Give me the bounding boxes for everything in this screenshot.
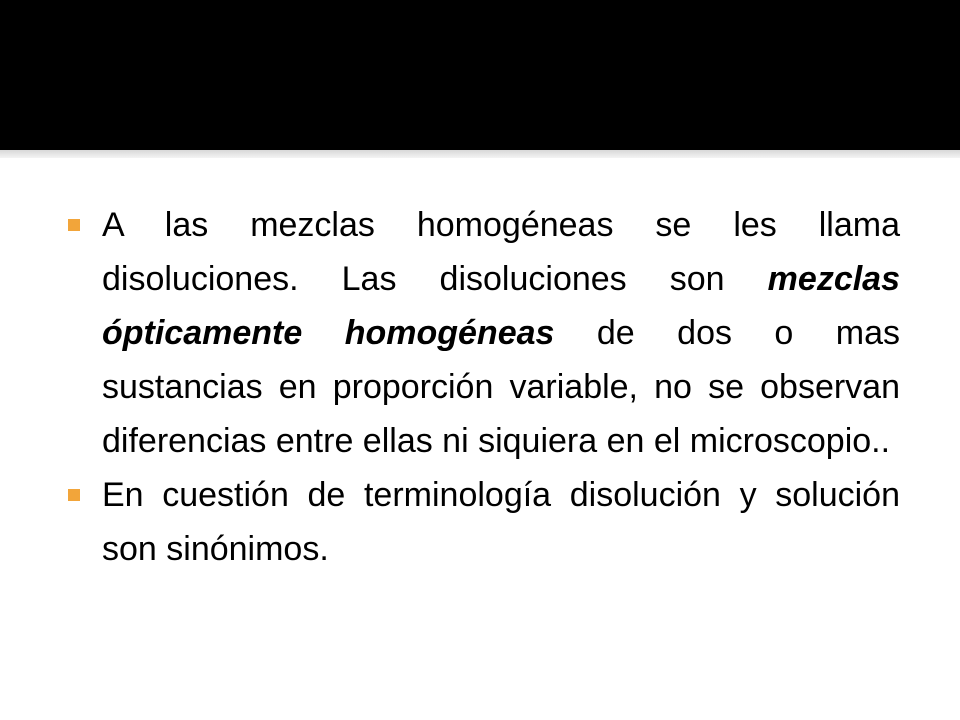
bullet-1-text-after: de dos o mas sustancias en proporción variable, no se observan diferencias entre ellas ni siquiera en el microscopio.. xyxy=(102,314,901,460)
title-bar xyxy=(0,0,960,150)
bullet-1-text-before: A las mezclas homogéneas se les llama disoluciones. Las disoluciones son xyxy=(102,206,900,298)
square-bullet-icon xyxy=(68,219,80,231)
title-divider xyxy=(0,150,960,158)
bullet-item-1 xyxy=(66,198,900,468)
bullet-item-2 xyxy=(66,468,900,576)
slide-body xyxy=(66,198,900,576)
square-bullet-icon xyxy=(68,489,80,501)
bullet-2-text: En cuestión de terminología disolución y solución son sinónimos. xyxy=(102,476,900,568)
bullet-1-emphasis: mezclas ópticamente homogéneas xyxy=(102,260,900,352)
